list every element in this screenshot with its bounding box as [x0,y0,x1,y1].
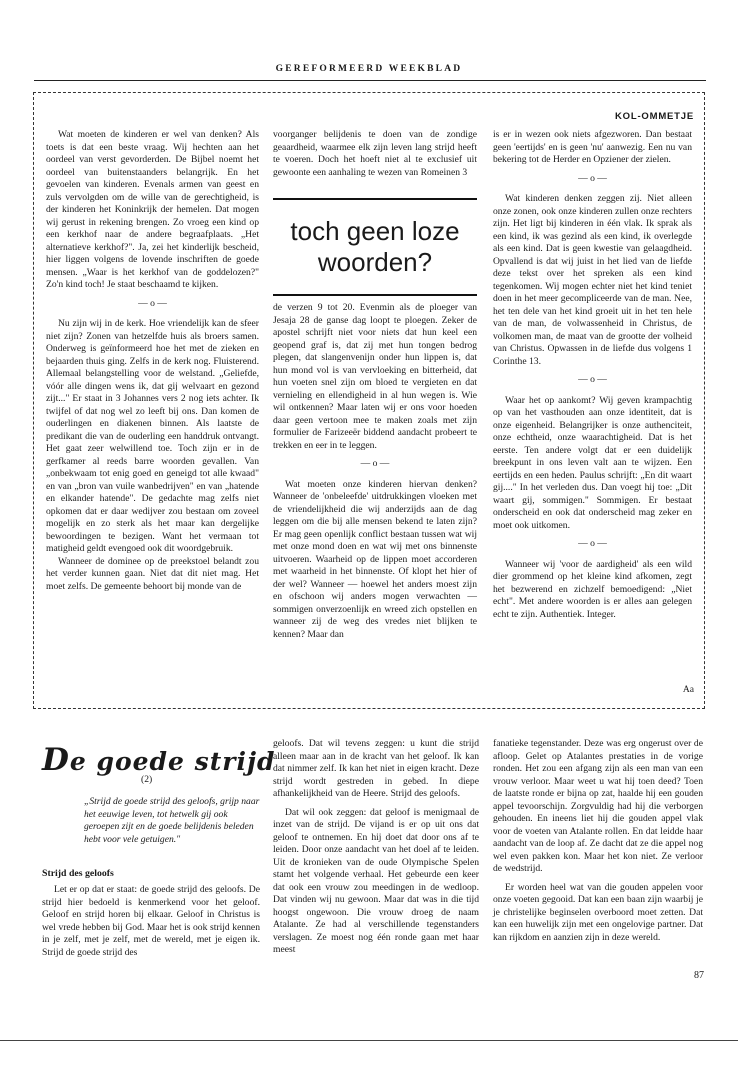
epigraph-quote: „Strijd de goede strijd des geloofs, grijp naar het eeuwige leven, tot hetwelk gij ook geroepen zijt en de goede belijdenis beleden hebt voor vele getuigen." [84,796,260,845]
paragraph: is er in wezen ook niets afgezworen. Dan bestaat geen 'eertijds' en is geen 'nu' aanwezig. Een nu van bekering tot de Herder en Opziener der zielen. [493,129,692,165]
separator: — o — [578,538,607,549]
paragraph: Dat wil ook zeggen: dat geloof is menigmaal de inzet van de strijd. De vijand is er op uit ons dat geloof te ontnemen. En hij doet dat door ons af te leiden. Door onze aandacht van het doel af te leiden. Uit de kronieken van de oude Olympische Spelen stamt het volgende verhaal. Het gebeurde een keer dat ook een vrouw zou meedingen in de wedloop. Dat vinden wij nu gewoon. Maar dat was in die tijd hoogst ongewoon. Die vrouw droeg de naam Atalante. Ze had al verschillende tegenstanders verslagen. Ze moest nog één ronde gaan met haar meest [273,806,479,955]
kolommetje-column-2b [273,302,477,641]
paragraph: voorganger belijdenis te doen van de zondige geaardheid, waarmee elk zijn leven lang strijd heeft te voeren. Doch het hoeft niet al te exclusief uit gewoonte een aanhaling te wezen van Romeinen 3 [273,129,477,178]
kolommetje-column-3 [493,129,692,621]
paragraph: de verzen 9 tot 20. Evenmin als de ploeger van Jesaja 28 de ganse dag loopt te ploegen. Zeker de apostel schrijft niet voor niets dat hun keel een geopend graf is, dat zij met hun tongen bedrog plegen, dat slangenvenijn onder hun lippen is, dat hun mond vol is van vervloeking en bitterheid, dat hun voeten snel zijn om bloed te vergieten en dat vernieling en ellendigheid in al hun wegen is. Wie wil ontkennen? Maar laten wij er ons voor hoeden daar geen vertoon mee te maken zoals met zijn formulier de Farizeeër biddend aandacht probeert te trekken en eer in te leggen. [273,302,477,451]
article-title [42,742,275,778]
separator: — o — [578,172,607,184]
article-number: (2) [141,774,153,785]
paragraph: Nu zijn wij in de kerk. Hoe vriendelijk kan de sfeer niet zijn? Zonen van hetzelfde huis als broers samen. Onderweg is geïnformeerd hoe het met de zieken en bejaarden thuis ging. Zelfs in de kerk nog. Fluisterend. Allemaal belangstelling voor de welstand. „Geliefde, vóór alle dingen wens ik, dat gij welvaart en gezond zijt..." Er staat in 3 Johannes vers 2 nog iets achter. Ik twijfel of dat nog wel zo leeft bij ons. Dan komen de ouderlingen en diakenen binnen. Als laatste de predikant die van de ouderling een handdruk ontvangt. Het gaat zeer welwillend toe. Toch zijn er in de gerfkamer al reeds barre woorden gevallen. Van „onbekwaam tot enig goed en geneigd tot alle kwaad" en van „bron van vuile wanbedrijven" en van „hatende en elkander hatende". De gedachte mag zelfs niet opkomen dat er daar wedijver zou bestaan om zoveel mogelijk en zo sterk als het maar kan dergelijke bewoordingen te bezigen. Want het vermaan tot matigheid geldt evengoed ook dit woordgebruik. [46,318,259,554]
masthead-rule [34,80,706,81]
kolommetje-column-1 [46,129,259,593]
subheading: Strijd des geloofs [42,868,114,879]
article-column-1 [42,884,260,959]
masthead: GEREFORMEERD WEEKBLAD [275,64,463,74]
paragraph: fanatieke tegenstander. Deze was erg ongerust over de afloop. Gelet op Atalantes prestaties in de vorige ronden. Het zou een afgang zijn als een man van een vrouw verloor. Maar weet u wat hij toen deed? Toen de laatste ronde er bijna op zat, haalde hij een gouden appel tevoorschijn. Zorgvuldig had hij die verborgen gehouden. En ineens liet hij die gouden appel vlak voor de voeten van Atalante rollen. En dat leidde haar aandacht van de loop af. Ze dacht dat ze die appel nog wel even pakken kon. Maar het kon niet. Ze verloor de wedstrijd. [493,738,703,874]
kolommetje-column-2a [273,129,477,179]
page-number: 87 [694,970,704,981]
paragraph: Wat moeten de kinderen er wel van denken? Als toets is dat een beste vraag. Wij hechten aan het oordeel van verst gevorderden. De Bijbel noemt het oordeel van buitenstaanders belangrijk. En het gevoelen van kinderen. Evenals armen van geest en zuls vervolgden om de wille van de gerechtigheid, is der kinderen het Koninkrijk der hemelen. Dat mogen wij gerust in rekening brengen. Zo vroeg een kind op een kerkhof naar de andere begraafplaats. „Het alternatieve kerkhof?". Ja, zei het kinderlijk bescheid, hier liggen volgens de lovende inschriften de goede mensen. „Waar is het kerkhof van de goddelozen?" Zo'n kind toch! Je staat beschaamd te kijken. [46,129,259,290]
paragraph: geloofs. Dat wil tevens zeggen: u kunt die strijd alleen maar aan in de kracht van het geloof. Ik kan dat nimmer zelf. Ik kan het niet in eigen kracht. Deze strijd wordt gestreden in gebed. In diepe afhankelijkheid van de Heere. Strijd des geloofs. [273,738,479,799]
paragraph: Wat moeten onze kinderen hiervan denken? Wanneer de 'onbeleefde' uitdrukkingen vloeken met de vriendelijkheid die wij anderzijds aan de dag leggen om die bij alle mensen bekend te laten zijn? Er mag geen openlijk conflict bestaan tussen wat wij met onze mond doen en wat wij met ons binnenste uitvoeren. Waarheid op de lippen moet accorderen met waarheid in het binnenste. Of klopt het hier of der wel? Wanneer — hoewel het anders moest zijn en ofschoon wij anders mogen verwachten — sommigen onverzoenlijk en wreed zich opstellen en wanneer zij de weg des vredes niet blijken te kennen? Maar dan [273,478,477,640]
article-column-3 [493,738,703,944]
paragraph: Er worden heel wat van die gouden appelen voor onze voeten gegooid. Dat kan een baan zijn waarbij je je christelijke beginselen overboord moet zetten. Dat kan een huwelijk zijn met een ongelovige partner. Dat kan rijkdom en aanzien zijn in deze wereld. [493,881,703,943]
separator: — o — [360,458,390,469]
separator: — o — [578,374,607,385]
bottom-rule [0,1040,738,1041]
column-label: KOL-OMMETJE [615,111,694,122]
title-initial: D [42,742,70,778]
paragraph: Wanneer wij 'voor de aardigheid' als een wild dier grommend op het kleine kind afkomen, zegt het bezwerend en zichzelf bemoedigend: „Niet echt". Met andere woorden is er alles aan gelegen echt te zijn. Authentiek. Integer. [493,558,692,620]
paragraph: Wanneer de dominee op de preekstoel belandt zou het verder kunnen gaan. Niet dat dit niet mag. Het moet zelfs. De gemeente behoort bij monde van de [46,555,259,592]
headline-text: toch geen loze woorden? [290,216,460,277]
separator: — o — [138,297,167,309]
title-rest: e goede strijd [69,747,276,776]
article-column-2 [273,738,479,957]
paragraph: Wat kinderen denken zeggen zij. Niet alleen onze zonen, ook onze kinderen zullen onze rechters zijn. Het ligt bij kinderen in één vlak. Ik sprak als een kind, ik was gezind als een kind, ik overlegde als een kind. Dat is geen kwestie van gelaagdheid. Opvallend is dat wij juist in het lied van de liefde deze tekst over het spreken als een kind tegenkomen. Wij mogen echter niet het kind teniet doen in het meer gecompliceerde van de man. Nee, het ten dele van het kind groeit uit in het ten hele van de man, de volwassenheid in Christus, de volkomen man, de maat van de grootte der volheid van Christus. Opwassen in de liefde dus volgens 1 Corinthe 13. [493,193,692,367]
author-signature: Aa [682,684,694,695]
paragraph: Let er op dat er staat: de goede strijd des geloofs. De strijd hier bedoeld is kenmerkend voor het geloof. Geloof en strijd horen bij elkaar. Geloof in Christus is wel vrede hebben bij God. Maar het is ook strijd kennen in je zelf, met je zelf, met de wereld, met je eigen ik. Strijd de goede strijd des [42,884,260,958]
headline [273,198,477,296]
paragraph: Waar het op aankomt? Wij geven krampachtig op van het vasthouden aan onze identiteit, dat is onze eigenheid. Belangrijker is onze authenciteit, onze echtheid, onze waarachtigheid. Dat is het eerste. Ten andere volgt dat er een duidelijk breekpunt in ons leven valt aan te wijzen. Een eertijds en een heden. Paulus schrijft: „En dit waart gij...." In het verleden dus. Dan voegt hij toe: „Dit waart gij, sommigen." Sommigen. Er bestaat onderscheid en ook dat onderscheid mag zeker en moet ook uitkomen. [493,394,692,531]
